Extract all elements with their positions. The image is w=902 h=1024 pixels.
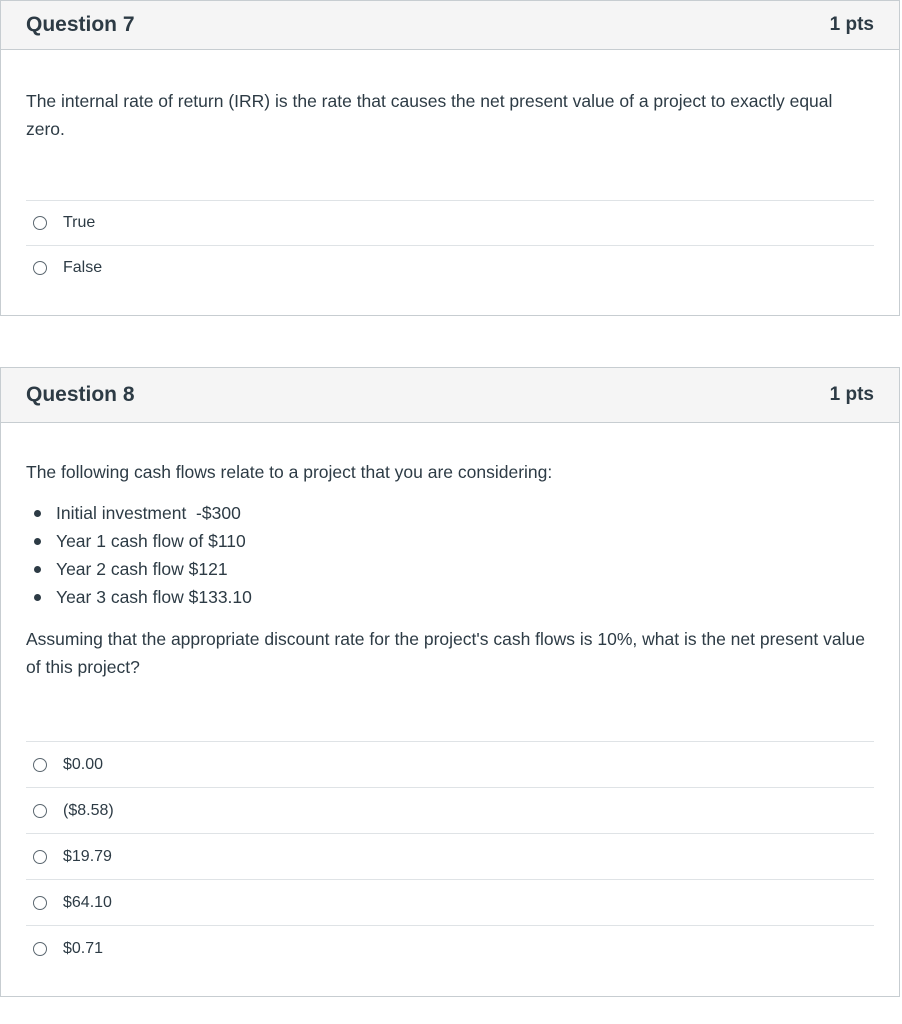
radio-button[interactable] xyxy=(33,758,47,772)
answer-label[interactable]: $19.79 xyxy=(63,847,112,865)
radio-button[interactable] xyxy=(33,804,47,818)
answer-label[interactable]: False xyxy=(63,259,103,276)
answer-label[interactable]: $0.00 xyxy=(63,755,104,773)
answer-label[interactable]: $0.71 xyxy=(63,939,104,957)
cash-flow-list xyxy=(26,499,874,611)
answer-label[interactable]: True xyxy=(63,214,96,231)
question-text: Assuming that the appropriate discount rate for the project's cash flows is 10%, what is the net present value of this project? xyxy=(26,629,865,677)
question-8-card xyxy=(0,367,900,997)
answer-list xyxy=(26,200,874,290)
radio-button[interactable] xyxy=(33,216,47,230)
cash-flow-item: Year 3 cash flow $133.10 xyxy=(26,583,874,611)
answer-option-false[interactable] xyxy=(26,245,874,290)
answer-label[interactable]: ($8.58) xyxy=(63,801,114,819)
cash-flow-item: Initial investment -$300 xyxy=(26,499,874,527)
answer-option-true[interactable] xyxy=(26,200,874,245)
answer-label[interactable]: $64.10 xyxy=(63,893,112,911)
question-title: Question 8 xyxy=(26,383,135,406)
question-points: 1 pts xyxy=(829,14,874,35)
cash-flow-item: Year 2 cash flow $121 xyxy=(26,555,874,583)
answer-option[interactable] xyxy=(26,925,874,971)
question-7-card xyxy=(0,0,900,316)
question-points: 1 pts xyxy=(829,384,874,405)
cash-flow-item: Year 1 cash flow of $110 xyxy=(26,527,874,555)
question-title: Question 7 xyxy=(26,13,135,36)
question-intro: The following cash flows relate to a project that you are considering: xyxy=(26,462,553,482)
question-header xyxy=(1,368,899,423)
answer-option[interactable] xyxy=(26,787,874,833)
answer-option[interactable] xyxy=(26,741,874,787)
question-header xyxy=(1,1,899,50)
question-body xyxy=(1,423,899,681)
radio-button[interactable] xyxy=(33,261,47,275)
question-text: The internal rate of return (IRR) is the rate that causes the net present value of a project to exactly equal zero. xyxy=(26,91,833,139)
radio-button[interactable] xyxy=(33,896,47,910)
question-body xyxy=(1,50,899,143)
radio-button[interactable] xyxy=(33,850,47,864)
radio-button[interactable] xyxy=(33,942,47,956)
answer-option[interactable] xyxy=(26,879,874,925)
answer-option[interactable] xyxy=(26,833,874,879)
answer-list xyxy=(26,741,874,971)
